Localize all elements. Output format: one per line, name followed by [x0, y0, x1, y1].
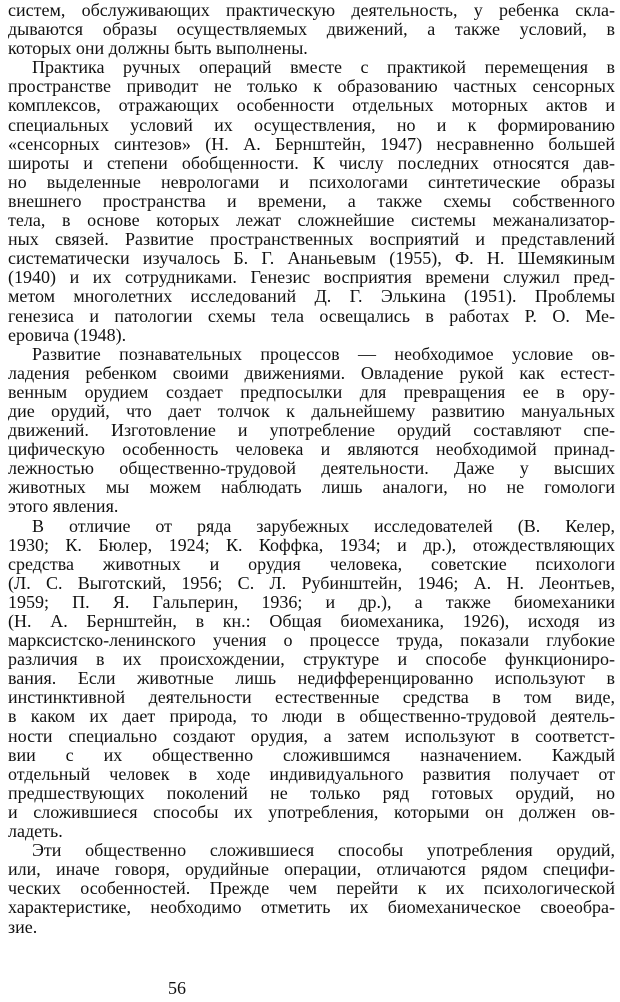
text-line: цифическую особенность человека и являются необходимой принад- — [8, 440, 615, 460]
text-line: ладения ребенком своими движениями. Овладение рукой как естест- — [8, 363, 615, 383]
text-line: марксистско-ленинского учения о процессе труда, показали глубокие — [8, 631, 615, 651]
text-line: внешнего пространства и времени, а также схемы собственного — [8, 191, 615, 211]
text-line: 1930; К. Бюлер, 1924; К. Коффка, 1934; и др.), отождествляющих — [8, 535, 615, 555]
text-line: или, иначе говоря, орудийные операции, отличаются рядом специфи- — [8, 860, 615, 880]
text-line: ладеть. — [8, 822, 63, 842]
text-line: Развитие познавательных процессов — необходимое условие ов- — [32, 344, 615, 364]
text-line: характеристике, необходимо отметить их биомеханическое своеобра- — [8, 898, 615, 918]
paragraph — [8, 517, 615, 842]
text-line: комплексов, отражающих особенности отдельных моторных актов и — [8, 96, 615, 116]
text-line: животных мы можем наблюдать лишь аналоги, но не гомологи — [8, 478, 615, 498]
text-line: дие орудий, что дает толчок к дальнейшему развитию мануальных — [8, 401, 615, 421]
text-line: в каком их дает природа, то люди в общественно-трудовой деятель- — [8, 707, 615, 727]
text-line: зие. — [8, 917, 38, 937]
text-line: инстинктивной деятельности естественные средства в том виде, — [8, 688, 615, 708]
text-line: «сенсорных синтезов» (Н. А. Бернштейн, 1947) несравненно большей — [8, 134, 615, 154]
text-line: систематически изучалось Б. Г. Ананьевым (1955), Ф. Н. Шемякиным — [8, 249, 615, 269]
text-line: вии с их общественно сложившимся назначением. Каждый — [8, 745, 615, 765]
text-line: (1940) и их сотрудниками. Генезис восприятия времени служил пред- — [8, 268, 615, 288]
text-line: и сложившиеся способы их употребления, которыми он должен ов- — [8, 802, 615, 822]
text-line: (Н. А. Бернштейн, в кн.: Общая биомеханика, 1926), исходя из — [8, 612, 615, 631]
text-line: широты и степени обобщенности. К числу последних относятся дав- — [8, 153, 615, 173]
text-line: средства животных и орудия человека, советские психологи — [8, 554, 615, 574]
text-line: отдельный человек в ходе индивидуального развития получает от — [8, 764, 615, 784]
text-line: ности специально создают орудия, а затем используют в соответст- — [8, 726, 615, 746]
text-line: генезиса и патологии схемы тела освещались в работах Р. О. Ме- — [8, 306, 615, 326]
text-line: метом многолетних исследований Д. Г. Элькина (1951). Проблемы — [8, 287, 615, 307]
text-line: предшествующих поколений не только ряд готовых орудий, но — [8, 783, 615, 803]
text-line: систем, обслуживающих практическую деятельность, у ребенка скла- — [8, 1, 615, 20]
text-line: дываются образы осуществляемых движений, а также условий, в — [8, 20, 615, 40]
text-line: тела, в основе которых лежат сложнейшие системы межанализатор- — [8, 211, 615, 231]
paragraph — [8, 345, 615, 517]
text-line: 1959; П. Я. Гальперин, 1936; и др.), а также биомеханики — [8, 592, 615, 612]
text-line: еровича (1948). — [8, 325, 127, 345]
text-line: венным орудием создает предпосылки для превращения ее в ору- — [8, 382, 615, 402]
paragraph — [8, 58, 615, 344]
text-line: (Л. С. Выготский, 1956; С. Л. Рубинштейн, 1946; А. Н. Леонтьев, — [8, 573, 615, 593]
text-line: но выделенные неврологами и психологами синтетические образы — [8, 172, 615, 192]
text-line: специальных условий их осуществления, но и к формированию — [8, 115, 615, 135]
text-line: которых они должны быть выполнены. — [8, 39, 308, 59]
text-line: ных связей. Развитие пространственных восприятий и представлений — [8, 230, 615, 250]
paragraph — [8, 1, 615, 58]
text-line: различия в их происхождении, структуре и способе функциониро- — [8, 650, 615, 670]
text-line: этого явления. — [8, 497, 119, 517]
text-line: лежностью общественно-трудовой деятельности. Даже у высших — [8, 459, 615, 479]
page-number: 56 — [168, 978, 186, 998]
text-line: Эти общественно сложившиеся способы употребления орудий, — [32, 841, 615, 861]
page-body-text — [8, 1, 615, 937]
text-line: Практика ручных операций вместе с практикой перемещения в — [32, 58, 615, 78]
text-line: движений. Изготовление и употребление орудий составляют спе- — [8, 421, 615, 441]
text-line: вания. Если животные лишь недифференцированно используют в — [8, 669, 615, 689]
text-line: ческих особенностей. Прежде чем перейти к их психологической — [8, 879, 615, 899]
text-line: В отличие от ряда зарубежных исследователей (В. Келер, — [32, 516, 615, 536]
text-line: пространстве приводит не только к образованию частных сенсорных — [8, 77, 615, 97]
paragraph — [8, 841, 615, 936]
